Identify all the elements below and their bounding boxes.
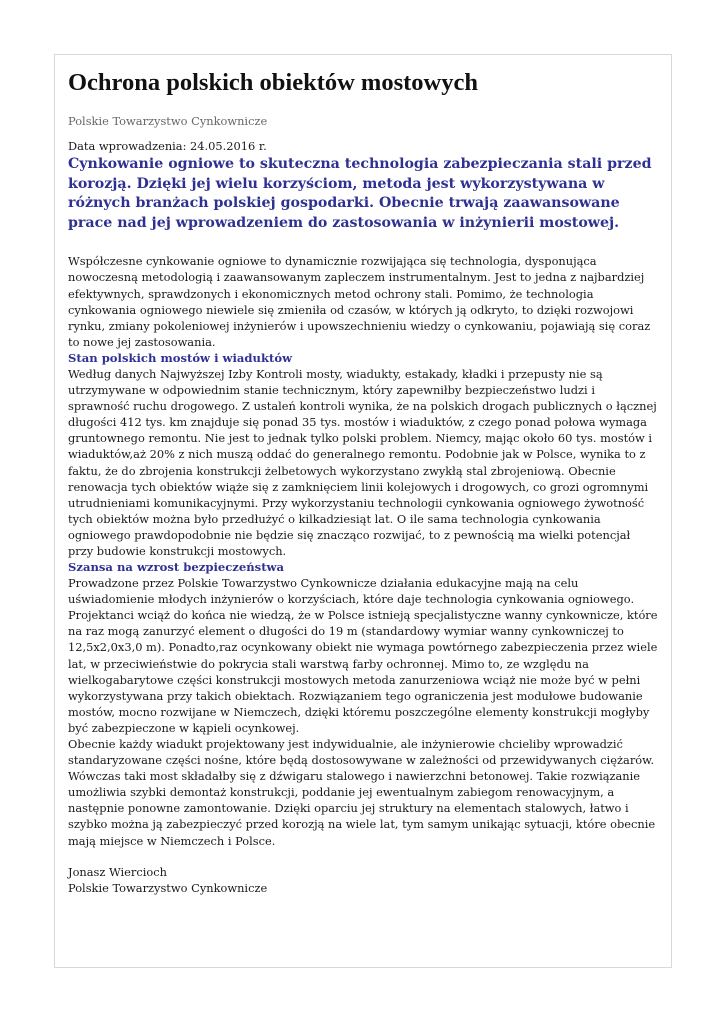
section-paragraph: Według danych Najwyższej Izby Kontroli mosty, wiadukty, estakady, kładki i przepusty nie są utrzymywane w odpowiednim stanie technicznym, który zapewniłby bezpieczeństwo ludzi i sprawność ruchu drogowego. Z ustaleń kontroli wynika, że na polskich drogach publicznych o łącznej długości 412 tys. km znajduje się ponad 35 tys. mostów i wiaduktów, z czego ponad połowa wymaga gruntownego remontu. Nie jest to jednak tylko polski problem. Niemcy, mając około 60 tys. mostów i wiaduktów,aż 20% z nich muszą oddać do generalnego remontu. Podobnie jak w Polsce, wynika to z faktu, że do zbrojenia konstrukcji żelbetowych wykorzystano zwykłą stal zbrojeniową. Obecnie renowacja tych obiektów wiąże się z zamknięciem linii kolejowych i drogowych, co grozi ogromnymi utrudnieniami komunikacyjnymi. Przy wykorzystaniu technologii cynkowania ogniowego żywotność tych obiektów można było przedłużyć o kilkadziesiąt lat. O ile sama technologia cynkowania ogniowego prawdopodobnie nie będzie się znacząco rozwijać, to z pewnością ma wielki potencjał przy budowie konstrukcji mostowych. <box>68 366 657 558</box>
author-block <box>68 864 658 896</box>
section-heading-safety: Szansa na wzrost bezpieczeństwa <box>68 560 285 575</box>
article-lead: Cynkowanie ogniowe to skuteczna technologia zabezpieczania stali przed korozją. Dzięki jej wielu korzyściom, metoda jest wykorzystywana w różnych branżach polskiej gospodarki. Obecnie trwają zaawansowane prace nad jej wprowadzeniem do zastosowania w inżynierii mostowej. <box>68 156 652 231</box>
intro-paragraph: Współczesne cynkowanie ogniowe to dynamicznie rozwijająca się technologia, dysponująca nowoczesną metodologią i zaawansowanym zapleczem instrumentalnym. Jest to jedna z najbardziej efektywnych, sprawdzonych i ekonomicznych metod ochrony stali. Pomimo, że technologia cynkowania ogniowego niewiele się zmieniła od czasów, w których ją odkryto, to dzięki rozwojowi rynku, zmiany pokoleniowej inżynierów i upowszechnieniu wiedzy o cynkowaniu, pojawiają się coraz to nowe jej zastosowania. <box>68 254 651 349</box>
article-organization: Polskie Towarzystwo Cynkownicze <box>68 114 268 128</box>
author-organization: Polskie Towarzystwo Cynkownicze <box>68 880 268 895</box>
section-paragraph: Prowadzone przez Polskie Towarzystwo Cynkownicze działania edukacyjne mają na celu uświadomienie młodych inżynierów o korzyściach, które daje technologia cynkowania ogniowego. Projektanci wciąż do końca nie wiedzą, że w Polsce istnieją specjalistyczne wanny cynkownicze, które na raz mogą zanurzyć element o długości do 19 m (standardowy wymiar wanny cynkowniczej to 12,5x2,0x3,0 m). Ponadto,raz ocynkowany obiekt nie wymaga powtórnego zabezpieczenia przez wiele lat, w przeciwieństwie do pokrycia stali warstwą farby ochronnej. Mimo to, ze względu na wielkogabarytowe części konstrukcji mostowych metoda zanurzeniowa wciąż nie może być w pełni wykorzystywana przy takich obiektach. Rozwiązaniem tego ograniczenia jest modułowe budowanie mostów, mocno rozwijane w Niemczech, dzięki któremu poszczególne elementy konstrukcji mogłyby być zabezpieczone w kąpieli ocynkowej. <box>68 576 658 735</box>
publication-date: Data wprowadzenia: 24.05.2016 r. <box>68 139 267 153</box>
section-paragraph: Obecnie każdy wiadukt projektowany jest indywidualnie, ale inżynierowie chcieliby wprowadzić standaryzowane części nośne, które będą dostosowywane w zależności od przewidywanych ciężarów. Wówczas taki most składałby się z dźwigaru stalowego i nawierzchni betonowej. Takie rozwiązanie umożliwia szybki demontaż konstrukcji, poddanie jej ewentualnym zabiegom renowacyjnym, a następnie ponowne zamontowanie. Dzięki oparciu jej struktury na elementach stalowych, łatwo i szybko można ją zabezpieczyć przed korozją na wiele lat, tym samym unikając sytuacji, które obecnie mają miejsce w Niemczech i Polsce. <box>68 737 656 848</box>
article <box>68 68 658 896</box>
article-title: Ochrona polskich obiektów mostowych <box>68 69 478 96</box>
section-heading-bridges-state: Stan polskich mostów i wiaduktów <box>68 350 293 365</box>
author-name: Jonasz Wiercioch <box>68 864 167 879</box>
